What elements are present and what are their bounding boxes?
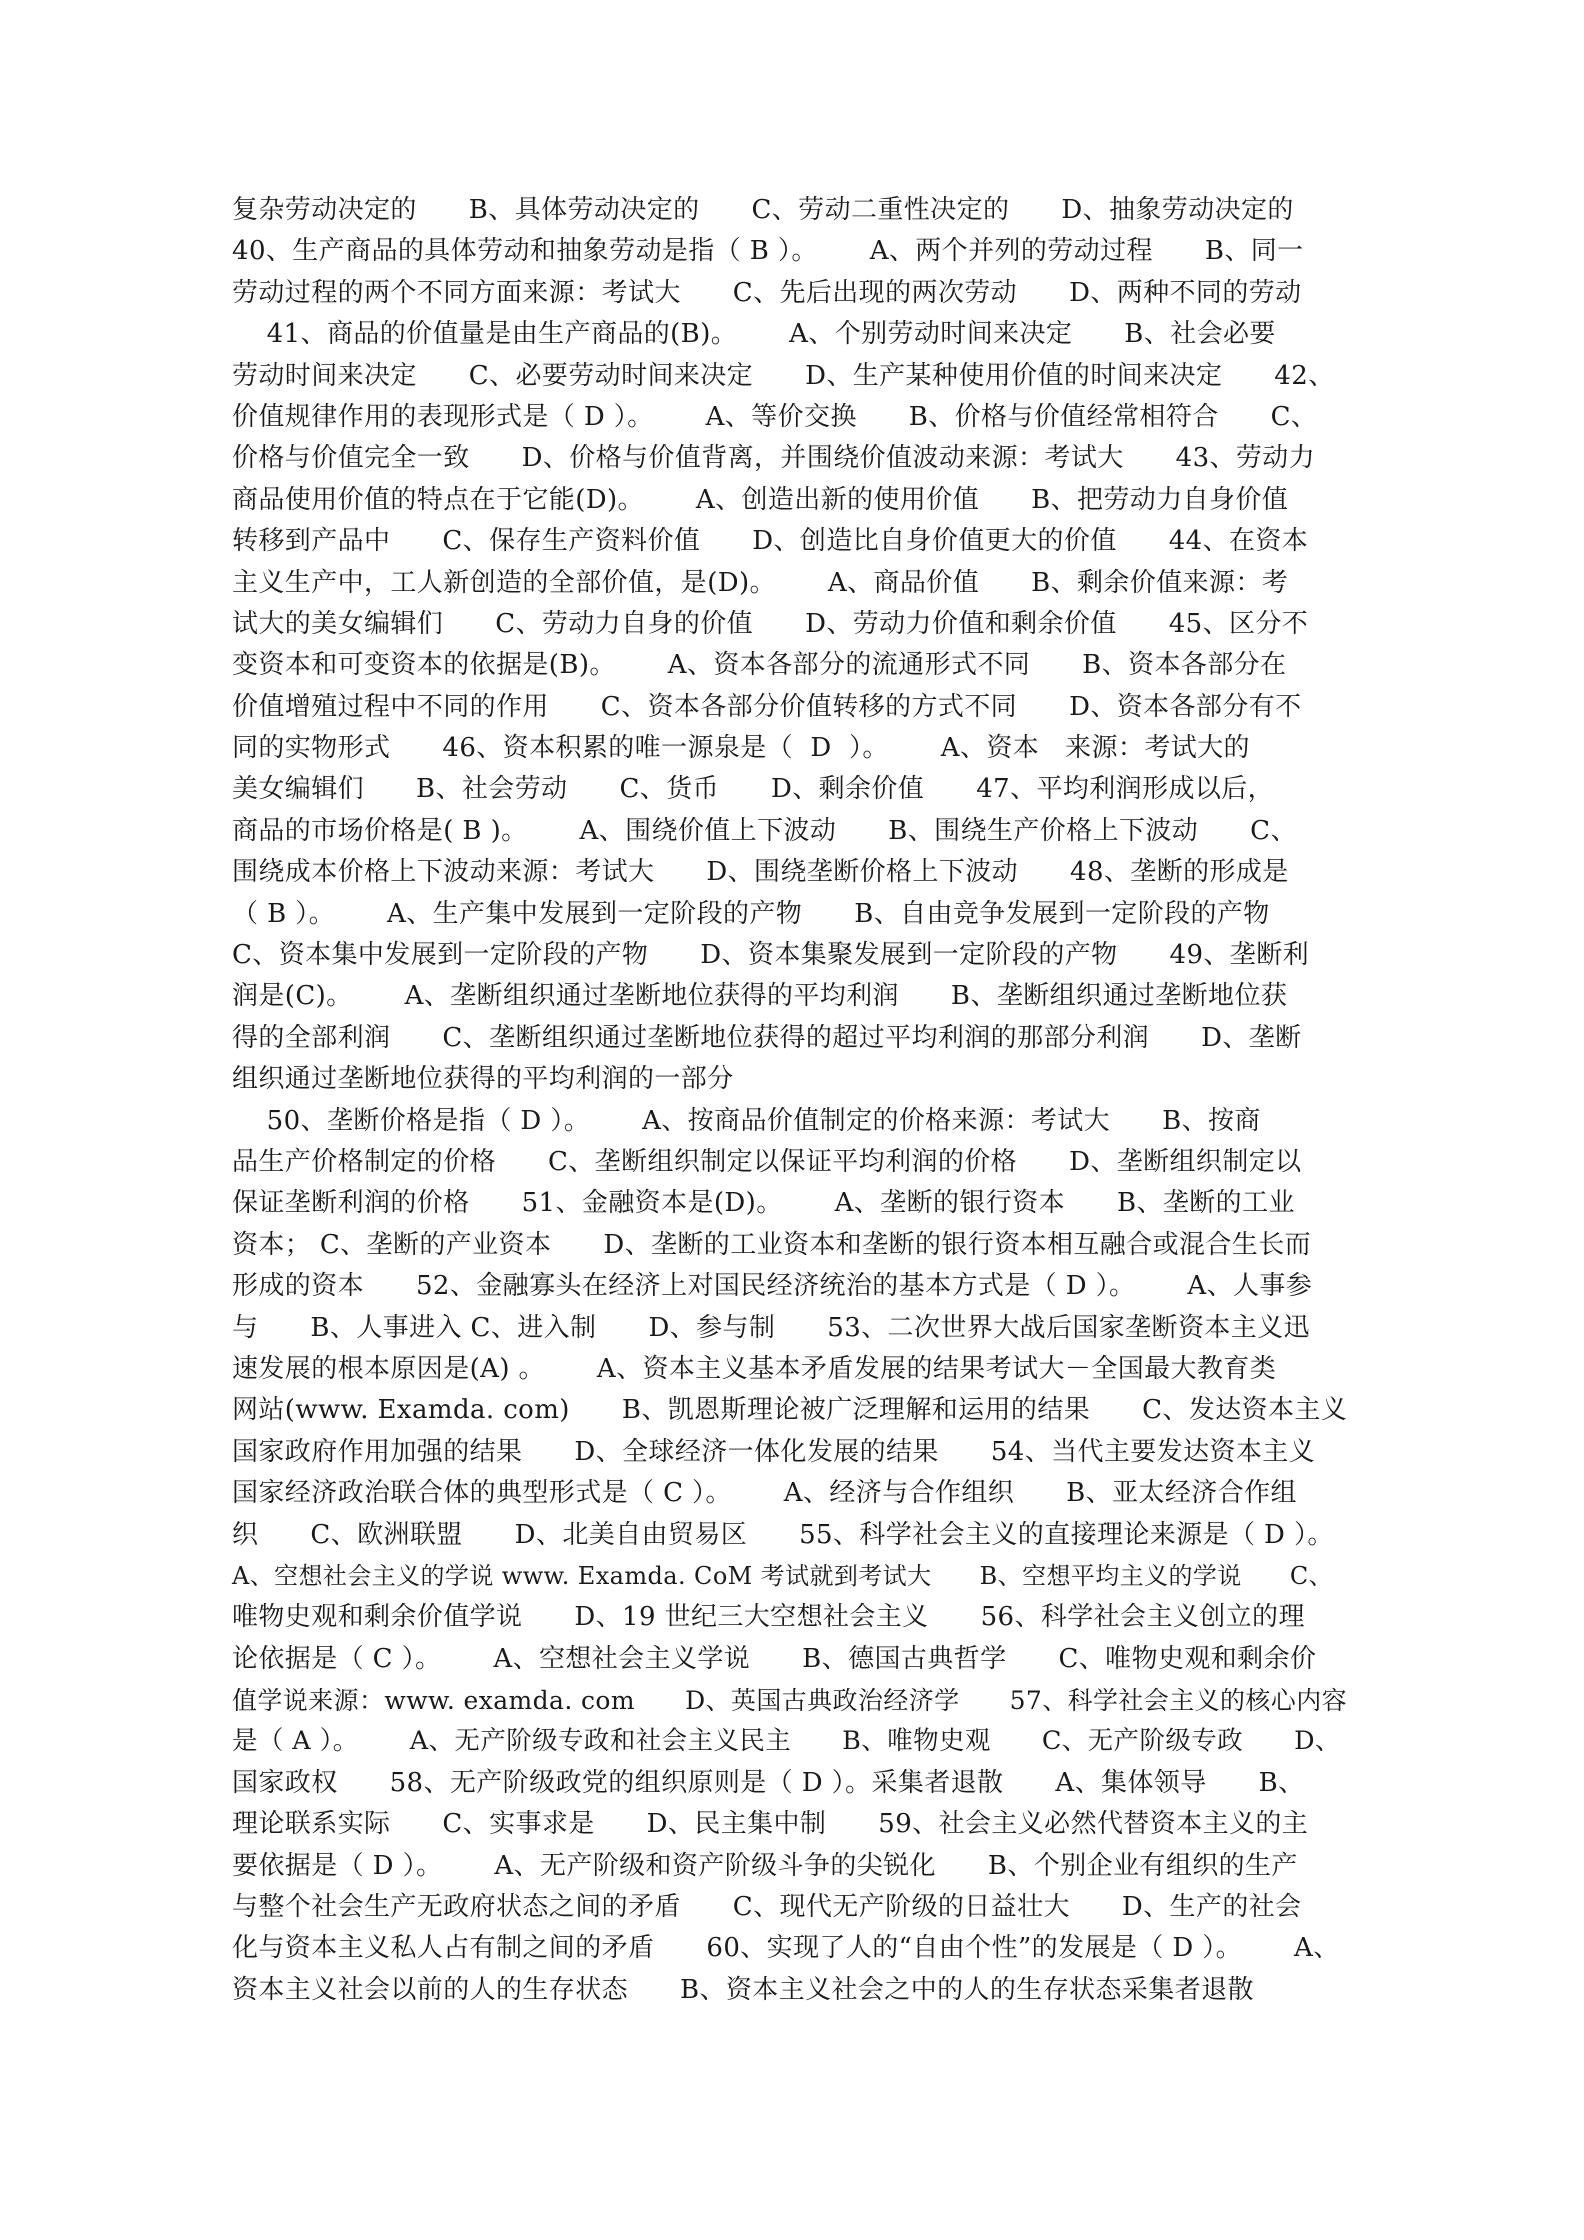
text-line: 40、生产商品的具体劳动和抽象劳动是指（ B ）。 A、两个并列的劳动过程 B、同一 — [232, 236, 1304, 267]
text-line: 美女编辑们 B、社会劳动 C、货币 D、剩余价值 47、平均利润形成以后， — [232, 774, 1275, 805]
text-line: 与 B、人事进入 C、进入制 D、参与制 53、二次世界大战后国家垄断资本主义迅 — [232, 1312, 1310, 1343]
text-line: 是（ A ）。 A、无产阶级专政和社会主义民主 B、唯物史观 C、无产阶级专政 D、 — [232, 1726, 1341, 1757]
text-line: 组织通过垄断地位获得的平均利润的一部分 — [232, 1064, 734, 1095]
text-line: 资本； C、垄断的产业资本 D、垄断的工业资本和垄断的银行资本相互融合或混合生长而 — [232, 1229, 1311, 1260]
text-line: 劳动过程的两个不同方面来源：考试大 C、先后出现的两次劳动 D、两种不同的劳动 — [232, 277, 1302, 308]
text-line: 试大的美女编辑们 C、劳动力自身的价值 D、劳动力价值和剩余价值 45、区分不 — [232, 608, 1309, 639]
text-line: 保证垄断利润的价格 51、金融资本是(D)。 A、垄断的银行资本 B、垄断的工业 — [232, 1188, 1295, 1219]
text-line: 值学说来源：www. examda. com D、英国古典政治经济学 57、科学社会主义的核心内容 — [232, 1686, 1348, 1716]
text-line: C、资本集中发展到一定阶段的产物 D、资本集聚发展到一定阶段的产物 49、垄断利 — [232, 940, 1309, 971]
text-line: 主义生产中，工人新创造的全部价值，是(D)。 A、商品价值 B、剩余价值来源：考 — [232, 567, 1289, 598]
text-line: 国家政府作用加强的结果 D、全球经济一体化发展的结果 54、当代主要发达资本主义 — [232, 1436, 1316, 1467]
text-line: 唯物史观和剩余价值学说 D、19 世纪三大空想社会主义 56、科学社会主义创立的理 — [232, 1602, 1305, 1633]
text-line: 国家经济政治联合体的典型形式是（ C ）。 A、经济与合作组织 B、亚太经济合作组 — [232, 1478, 1297, 1509]
text-line: 变资本和可变资本的依据是(B)。 A、资本各部分的流通形式不同 B、资本各部分在 — [232, 650, 1287, 681]
text-line: 形成的资本 52、金融寡头在经济上对国民经济统治的基本方式是（ D ）。 A、人事参 — [232, 1271, 1313, 1302]
text-line: 商品的市场价格是( B )。 A、围绕价值上下波动 B、围绕生产价格上下波动 C、 — [232, 815, 1297, 846]
text-line: 转移到产品中 C、保存生产资料价值 D、创造比自身价值更大的价值 44、在资本 — [232, 526, 1309, 557]
text-line: 41、商品的价值量是由生产商品的(B)。 A、个别劳动时间来决定 B、社会必要 — [232, 319, 1276, 350]
text-line: 论依据是（ C ）。 A、空想社会主义学说 B、德国古典哲学 C、唯物史观和剩余价 — [232, 1643, 1317, 1674]
text-line: 同的实物形式 46、资本积累的唯一源泉是（ D ）。 A、资本 来源：考试大的 — [232, 733, 1250, 764]
text-line: 50、垄断价格是指（ D ）。 A、按商品价值制定的价格来源：考试大 B、按商 — [232, 1105, 1261, 1136]
text-line: （ B ）。 A、生产集中发展到一定阶段的产物 B、自由竞争发展到一定阶段的产物 — [232, 898, 1270, 929]
text-line: 价值增殖过程中不同的作用 C、资本各部分价值转移的方式不同 D、资本各部分有不 — [232, 691, 1302, 722]
text-line: 资本主义社会以前的人的生存状态 B、资本主义社会之中的人的生存状态采集者退散 — [232, 1974, 1254, 2005]
text-line: A、空想社会主义的学说 www. Examda. CoM 考试就到考试大 B、空想平均主义的学说 C、 — [232, 1561, 1334, 1590]
text-line: 润是(C)。 A、垄断组织通过垄断地位获得的平均利润 B、垄断组织通过垄断地位获 — [232, 981, 1288, 1012]
text-line: 织 C、欧洲联盟 D、北美自由贸易区 55、科学社会主义的直接理论来源是（ D ）。 — [232, 1519, 1334, 1550]
text-line: 商品使用价值的特点在于它能(D)。 A、创造出新的使用价值 B、把劳动力自身价值 — [232, 484, 1289, 515]
text-line: 得的全部利润 C、垄断组织通过垄断地位获得的超过平均利润的那部分利润 D、垄断 — [232, 1022, 1302, 1053]
text-line: 劳动时间来决定 C、必要劳动时间来决定 D、生产某种使用价值的时间来决定 42、 — [232, 360, 1335, 391]
text-line: 化与资本主义私人占有制之间的矛盾 60、实现了人的“自由个性”的发展是（ D ）。 A、 — [232, 1933, 1340, 1964]
text-line: 速发展的根本原因是(A) 。 A、资本主义基本矛盾发展的结果考试大－全国最大教育类 — [232, 1353, 1277, 1384]
text-line: 与整个社会生产无政府状态之间的矛盾 C、现代无产阶级的日益壮大 D、生产的社会 — [232, 1892, 1302, 1923]
text-line: 国家政权 58、无产阶级政党的组织原则是（ D ）。采集者退散 A、集体领导 B、 — [232, 1767, 1305, 1798]
text-line: 复杂劳动决定的 B、具体劳动决定的 C、劳动二重性决定的 D、抽象劳动决定的 — [232, 195, 1294, 225]
text-line: 网站(www. Examda. com) B、凯恩斯理论被广泛理解和运用的结果 C、发达资本主义 — [232, 1395, 1348, 1426]
text-line: 要依据是（ D ）。 A、无产阶级和资产阶级斗争的尖锐化 B、个别企业有组织的生产 — [232, 1850, 1298, 1881]
text-line: 理论联系实际 C、实事求是 D、民主集中制 59、社会主义必然代替资本主义的主 — [232, 1809, 1309, 1840]
text-line: 价值规律作用的表现形式是（ D ）。 A、等价交换 B、价格与价值经常相符合 C、 — [232, 401, 1318, 432]
text-line: 围绕成本价格上下波动来源：考试大 D、围绕垄断价格上下波动 48、垄断的形成是 — [232, 857, 1289, 888]
document-page — [232, 190, 1352, 2011]
text-line: 价格与价值完全一致 D、价格与价值背离，并围绕价值波动来源：考试大 43、劳动力 — [232, 443, 1316, 474]
text-line: 品生产价格制定的价格 C、垄断组织制定以保证平均利润的价格 D、垄断组织制定以 — [232, 1146, 1302, 1177]
